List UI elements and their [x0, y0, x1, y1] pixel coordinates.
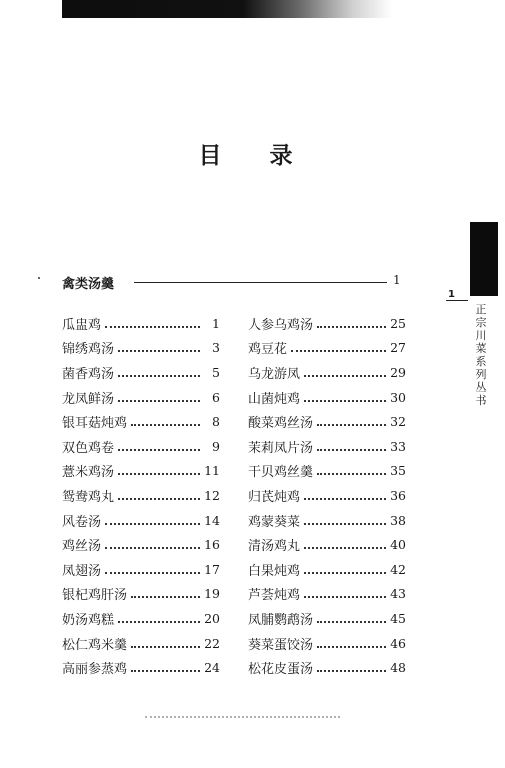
toc-entry-page: 11 — [204, 463, 220, 479]
toc-entry[interactable] — [248, 532, 406, 557]
toc-entry-page: 19 — [204, 586, 220, 602]
page-title: 目 录 — [198, 143, 313, 169]
toc-entry-page: 32 — [390, 414, 406, 430]
toc-entry[interactable] — [62, 606, 220, 631]
toc-section-header[interactable] — [62, 273, 402, 293]
toc-entry-name: 银耳菇炖鸡 — [62, 416, 128, 432]
toc-entry[interactable] — [248, 459, 406, 484]
chapter-thumb-tab — [470, 222, 498, 296]
leader-dots — [131, 669, 200, 672]
toc-entry-name: 薏米鸡汤 — [62, 465, 115, 481]
toc-entry-name: 鸳鸯鸡丸 — [62, 489, 115, 505]
toc-entry[interactable] — [248, 311, 406, 336]
leader-dots — [304, 497, 386, 500]
leader-dots — [317, 620, 386, 623]
toc-entry[interactable] — [62, 655, 220, 680]
leader-dots — [304, 399, 386, 402]
scan-header-band — [62, 0, 392, 18]
leader-dots — [317, 423, 386, 426]
toc-entry-name: 高丽参蒸鸡 — [62, 662, 128, 678]
leader-dots — [304, 374, 386, 377]
toc-entry-page: 6 — [212, 389, 220, 405]
toc-entry-name: 山菌炖鸡 — [248, 391, 301, 407]
scan-footer-mark — [145, 716, 340, 720]
toc-entry-page: 17 — [204, 561, 220, 577]
toc-entry-name: 茉莉凤片汤 — [248, 440, 314, 456]
leader-dots — [118, 497, 200, 500]
toc-entry[interactable] — [62, 557, 220, 582]
toc-entry-page: 14 — [204, 512, 220, 528]
leader-dots — [317, 669, 386, 672]
toc-entry[interactable] — [62, 311, 220, 336]
toc-entry-name: 松花皮蛋汤 — [248, 662, 314, 678]
toc-entry[interactable] — [248, 360, 406, 385]
series-title: 正宗川菜系列丛书 — [475, 303, 487, 407]
toc-entry-name: 干贝鸡丝羹 — [248, 465, 314, 481]
toc-entry-name: 龙凤鲜汤 — [62, 391, 115, 407]
leader-dots — [304, 546, 386, 549]
toc-entry-name: 乌龙游凤 — [248, 366, 301, 382]
toc-entry-name: 菌香鸡汤 — [62, 366, 115, 382]
toc-entry-page: 38 — [390, 512, 406, 528]
toc-entry-name: 银杞鸡肝汤 — [62, 588, 128, 604]
leader-dots — [118, 472, 200, 475]
toc-entry-page: 33 — [390, 438, 406, 454]
leader-dots — [317, 472, 386, 475]
toc-entry-page: 29 — [390, 364, 406, 380]
toc-column-left — [62, 311, 220, 680]
toc-entry-page: 8 — [212, 414, 220, 430]
leader-dots — [131, 595, 200, 598]
toc-entry-page: 35 — [390, 463, 406, 479]
leader-dots — [131, 423, 200, 426]
toc-entry[interactable] — [62, 409, 220, 434]
leader-dots — [118, 374, 200, 377]
leader-dots — [118, 620, 200, 623]
toc-entry[interactable] — [248, 336, 406, 361]
leader-dots — [317, 448, 386, 451]
toc-entry[interactable] — [248, 508, 406, 533]
toc-entry[interactable] — [248, 483, 406, 508]
toc-entry[interactable] — [248, 606, 406, 631]
section-rule — [134, 282, 387, 283]
section-page-number: 1 — [393, 273, 401, 287]
toc-entry-page: 9 — [212, 438, 220, 454]
toc-entry[interactable] — [248, 655, 406, 680]
toc-entry[interactable] — [62, 360, 220, 385]
toc-entry[interactable] — [62, 336, 220, 361]
toc-entry-name: 归芪炖鸡 — [248, 489, 301, 505]
toc-entry[interactable] — [248, 557, 406, 582]
toc-entry-name: 瓜盅鸡 — [62, 317, 102, 333]
toc-entry-name: 鸡丝汤 — [62, 539, 102, 555]
leader-dots — [131, 645, 200, 648]
leader-dots — [105, 546, 200, 549]
toc-entry-page: 48 — [390, 660, 406, 676]
side-rule — [446, 300, 468, 301]
section-title: 禽类汤羹 — [62, 277, 115, 292]
toc-entry-name: 风卷汤 — [62, 514, 102, 530]
toc-entry-name: 双色鸡卷 — [62, 440, 115, 456]
toc-entry-name: 鸡豆花 — [248, 342, 288, 358]
toc-entry[interactable] — [248, 434, 406, 459]
toc-entry-name: 松仁鸡米羹 — [62, 637, 128, 653]
toc-entry-name: 葵菜蛋饺汤 — [248, 637, 314, 653]
toc-entry-page: 3 — [212, 340, 220, 356]
toc-entry-name: 凤翅汤 — [62, 563, 102, 579]
leader-dots — [291, 349, 386, 352]
toc-entry-name: 奶汤鸡糕 — [62, 612, 115, 628]
toc-entry-page: 36 — [390, 487, 406, 503]
toc-entry-page: 30 — [390, 389, 406, 405]
toc-entry-page: 27 — [390, 340, 406, 356]
toc-entry-page: 24 — [204, 660, 220, 676]
toc-entry[interactable] — [62, 532, 220, 557]
toc-entry-page: 1 — [212, 315, 220, 331]
toc-entry[interactable] — [248, 631, 406, 656]
toc-entry-page: 43 — [390, 586, 406, 602]
toc-entry[interactable] — [62, 631, 220, 656]
side-page-number: 1 — [448, 289, 455, 300]
toc-entry-page: 46 — [390, 635, 406, 651]
leader-dots — [118, 448, 200, 451]
toc-entry[interactable] — [62, 582, 220, 607]
toc-entry[interactable] — [62, 434, 220, 459]
toc-entry[interactable] — [248, 582, 406, 607]
toc-entry-name: 锦绣鸡汤 — [62, 342, 115, 358]
leader-dots — [304, 595, 386, 598]
toc-entry[interactable] — [62, 483, 220, 508]
toc-entry-name: 凤脯鹦鹉汤 — [248, 612, 314, 628]
leader-dots — [118, 349, 200, 352]
toc-entry-page: 22 — [204, 635, 220, 651]
toc-entry[interactable] — [248, 385, 406, 410]
scan-speck — [38, 277, 40, 279]
toc-entry-page: 20 — [204, 610, 220, 626]
toc-entry[interactable] — [248, 409, 406, 434]
toc-entry-page: 40 — [390, 537, 406, 553]
toc-entry-name: 清汤鸡丸 — [248, 539, 301, 555]
toc-entry[interactable] — [62, 385, 220, 410]
leader-dots — [118, 399, 200, 402]
toc-entry-page: 12 — [204, 487, 220, 503]
toc-column-right — [248, 311, 406, 680]
leader-dots — [304, 571, 386, 574]
toc-entry[interactable] — [62, 459, 220, 484]
leader-dots — [304, 522, 386, 525]
toc-entry-name: 酸菜鸡丝汤 — [248, 416, 314, 432]
toc-entry-page: 45 — [390, 610, 406, 626]
leader-dots — [105, 522, 200, 525]
toc-entry-name: 白果炖鸡 — [248, 563, 301, 579]
toc-entry-page: 42 — [390, 561, 406, 577]
leader-dots — [105, 571, 200, 574]
toc-entry-name: 人参乌鸡汤 — [248, 317, 314, 333]
toc-entry-name: 鸡蒙葵菜 — [248, 514, 301, 530]
leader-dots — [105, 325, 200, 328]
toc-entry-page: 25 — [390, 315, 406, 331]
toc-entry-page: 5 — [212, 364, 220, 380]
leader-dots — [317, 325, 386, 328]
toc-entry-page: 16 — [204, 537, 220, 553]
leader-dots — [317, 645, 386, 648]
toc-entry[interactable] — [62, 508, 220, 533]
toc-entry-name: 芦荟炖鸡 — [248, 588, 301, 604]
